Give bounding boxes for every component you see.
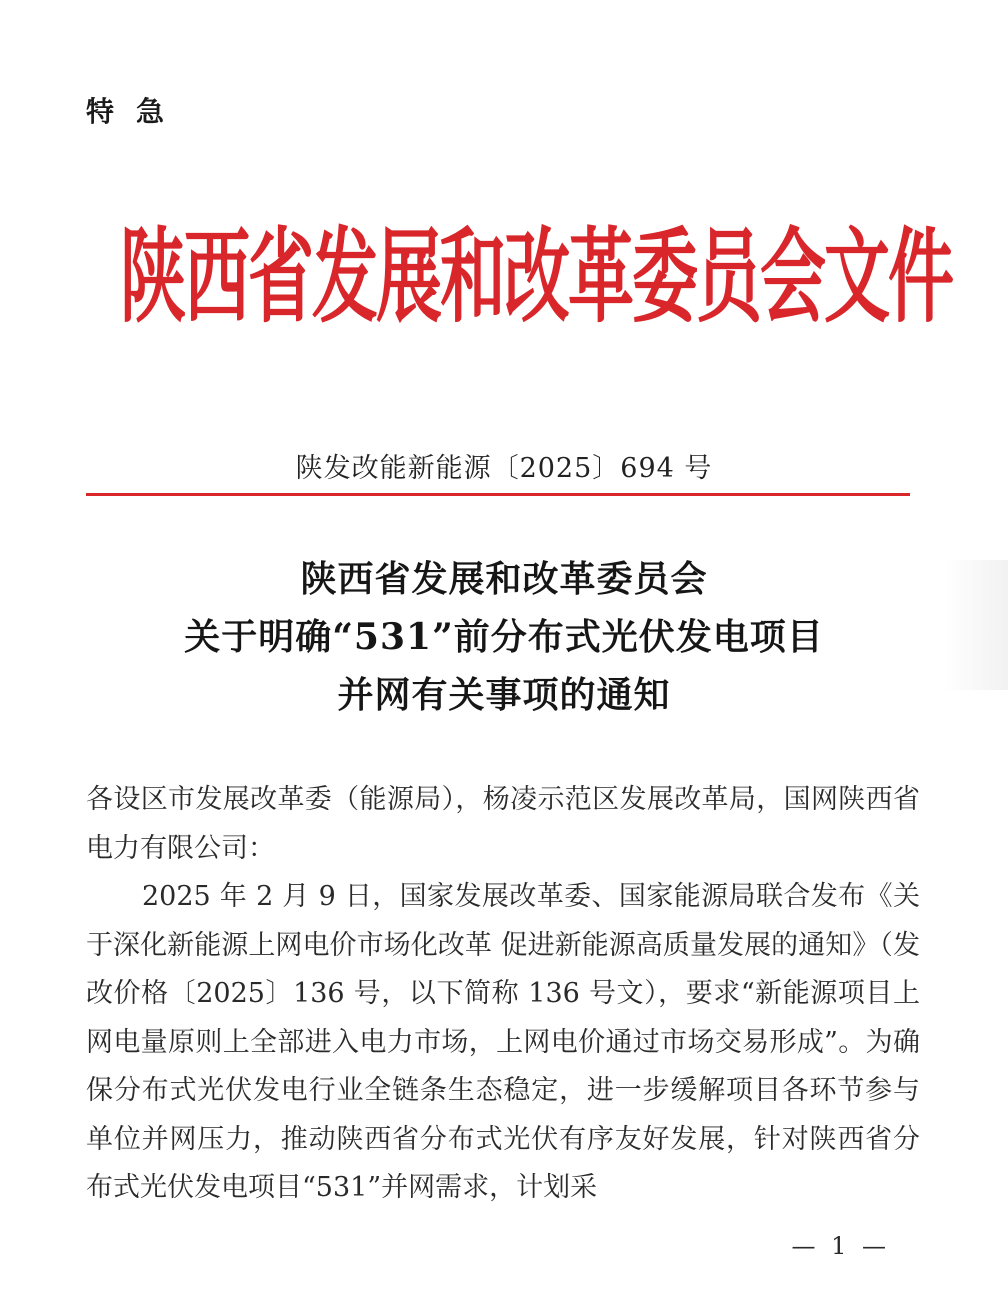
urgency-label: 特急 (86, 95, 187, 128)
document-title (0, 550, 1008, 724)
body-paragraph-1: 2025 年 2 月 9 日，国家发展改革委、国家能源局联合发布《关于深化新能源上网电价市场化改革 促进新能源高质量发展的通知》（发改价格〔2025〕136 号，以下简称 136 号文），要求“新能源项目上网电量原则上全部进入电力市场，上网电价通过市场交易形成”。为确保分布式光伏发电行业全链条生态稳定，进一步缓解项目各环节参与单位并网压力，推动陕西省分布式光伏有序友好发展，针对陕西省分布式光伏发电项目“531”并网需求，计划采 (86, 881, 920, 1203)
issuer-red-header: 陕西省发展和改革委员会文件 (120, 217, 952, 337)
page-edge-shadow (944, 560, 1008, 690)
title-line-3: 并网有关事项的通知 (337, 674, 671, 716)
title-line-2: 关于明确“531”前分布式光伏发电项目 (184, 616, 824, 658)
addressee: 各设区市发展改革委（能源局），杨凌示范区发展改革局，国网陕西省电力有限公司： (86, 784, 920, 864)
document-body (86, 776, 920, 1213)
title-line-1: 陕西省发展和改革委员会 (300, 558, 708, 600)
page-number: — 1 — (791, 1232, 890, 1260)
red-divider-line (86, 493, 910, 496)
document-number: 陕发改能新能源〔2025〕694 号 (295, 453, 713, 484)
